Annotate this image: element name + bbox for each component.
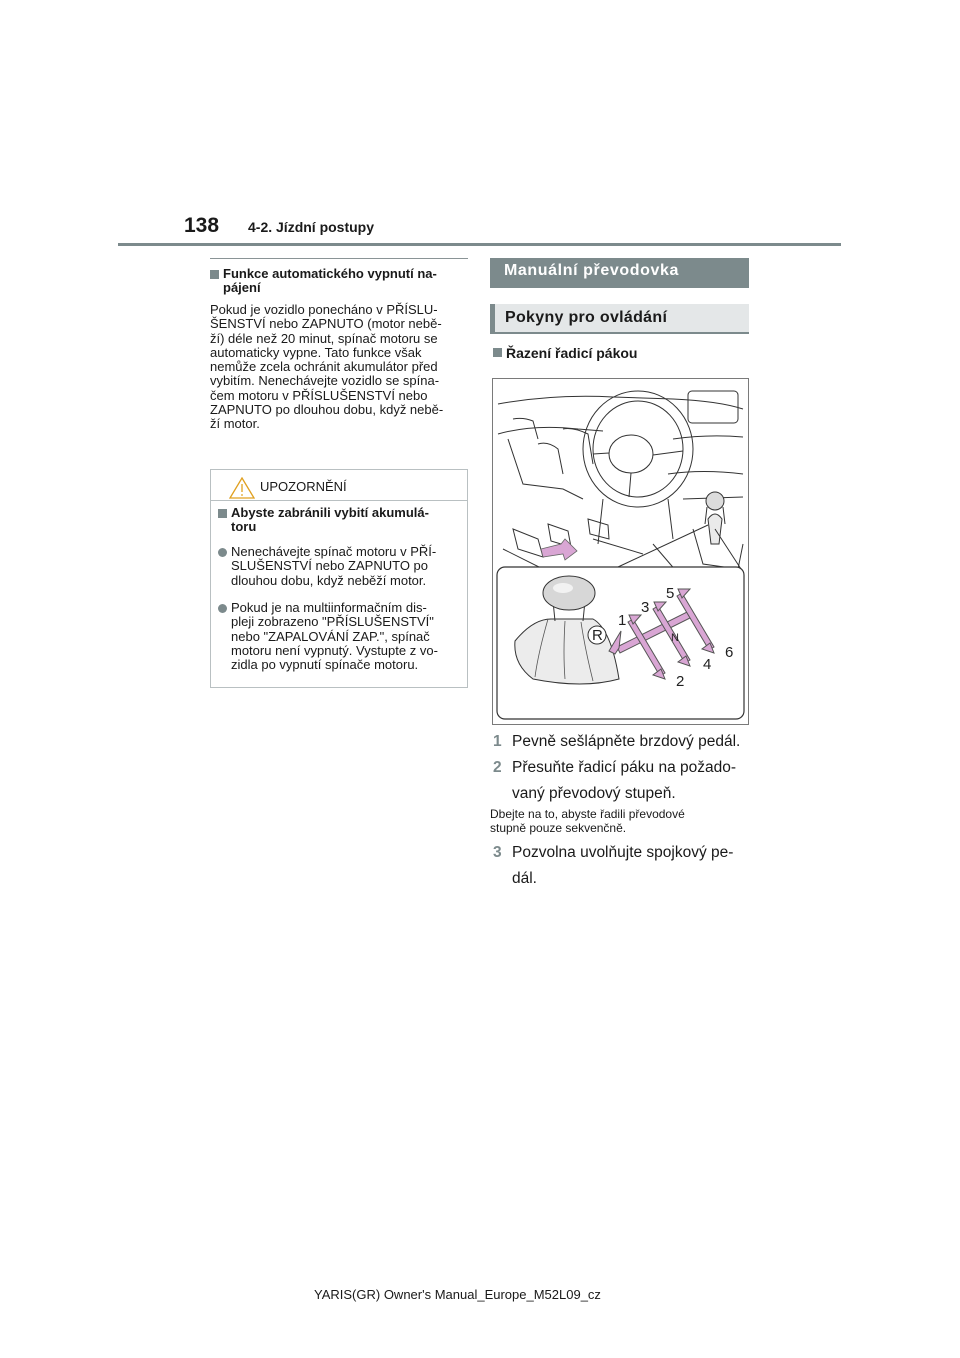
- gear-label: 3: [641, 599, 650, 616]
- warning-heading: [218, 506, 462, 535]
- header-rule: [118, 243, 841, 246]
- step-number: 3: [493, 844, 502, 861]
- note-line: Dbejte na to, abyste řadili převodové: [490, 807, 685, 821]
- warning-item-line: zidla po vypnutí spínače motoru.: [231, 657, 419, 673]
- gear-label: N: [671, 632, 679, 644]
- body-line: nemůže zcela ochránit akumulátor před: [210, 359, 438, 375]
- warning-item-line: pleji zobrazeno "PŘÍSLUŠENSTVÍ": [231, 614, 434, 630]
- warning-box: [210, 469, 468, 688]
- left-top-rule: [210, 258, 468, 259]
- sub-heading: [493, 345, 637, 361]
- warning-heading-line: toru: [231, 519, 257, 535]
- body-line: ŠENSTVÍ nebo ZAPNUTO (motor nebě-: [210, 316, 442, 332]
- warning-item-line: motoru není vypnutý. Vystupte z vo-: [231, 642, 438, 658]
- warning-item-line: SLUŠENSTVÍ nebo ZAPNUTO po: [231, 558, 429, 574]
- body-line: automaticky vypne. Tato funkce však: [210, 344, 422, 360]
- body-line: čem motoru v PŘÍSLUŠENSTVÍ nebo: [210, 387, 428, 403]
- band-accent-bar: [490, 304, 495, 332]
- gear-knob: [543, 576, 595, 610]
- chapter-title: 4-2. Jízdní postupy: [248, 219, 375, 235]
- warning-title: UPOZORNĚNÍ: [260, 479, 347, 494]
- gearshift-drawing: [493, 379, 748, 724]
- step-line: Přesuňte řadicí páku na požado-: [512, 759, 737, 776]
- warning-item-line: Nenechávejte spínač motoru v PŘÍ-: [231, 544, 437, 559]
- round-bullet-icon: [218, 604, 227, 613]
- gear-label: R: [592, 627, 603, 644]
- body-line: vybitím. Nenechávejte vozidlo se spína-: [210, 373, 440, 389]
- square-bullet-icon: [218, 509, 227, 518]
- section-heading: [210, 267, 468, 295]
- body-line: ZAPNUTO po dlouhou dobu, když nebě-: [210, 402, 444, 418]
- gear-label: 5: [666, 585, 675, 602]
- note-line: stupně pouze sekvenčně.: [490, 820, 627, 835]
- note-text: [490, 808, 748, 835]
- section-auto-power-off: [210, 267, 468, 432]
- warning-item-line: nebo "ZAPALOVÁNÍ ZAP.", spínač: [231, 628, 430, 644]
- step-line: vaný převodový stupeň.: [512, 785, 676, 802]
- step-line: Pozvolna uvolňujte spojkový pe-: [512, 844, 734, 861]
- section-heading-line: pájení: [223, 280, 261, 295]
- step-3: [493, 840, 751, 892]
- gear-label: 1: [618, 612, 627, 629]
- body-line: ží motor.: [210, 416, 260, 432]
- gearshift-illustration: [492, 378, 749, 725]
- step-number: 2: [493, 759, 502, 776]
- gear-knob-small: [706, 492, 724, 510]
- step-line: dál.: [512, 870, 537, 887]
- square-bullet-icon: [493, 348, 502, 357]
- warning-item-1: [218, 545, 462, 588]
- steering-wheel: [583, 391, 693, 507]
- step-1: [493, 729, 751, 755]
- gear-label: 4: [703, 656, 712, 673]
- body-line: Pokud je vozidlo ponecháno v PŘÍSLU-: [210, 302, 438, 317]
- warning-header: [211, 470, 467, 501]
- display-screen: [688, 391, 738, 423]
- body-line: ží) déle než 20 minut, spínač motoru se: [210, 330, 438, 346]
- section-band-subtitle: [490, 304, 749, 334]
- warning-item-2: [218, 601, 462, 672]
- warning-item-line: Pokud je na multiinformačním dis-: [231, 600, 427, 615]
- gear-label: 2: [676, 673, 685, 690]
- step-2: [493, 755, 751, 807]
- step-line: Pevně sešlápněte brzdový pedál.: [512, 733, 741, 750]
- round-bullet-icon: [218, 548, 227, 557]
- section-band-title: [490, 258, 749, 288]
- gear-label: 6: [725, 644, 734, 661]
- band-subtitle-text: Pokyny pro ovládání: [505, 309, 668, 326]
- dashboard-line: [498, 396, 743, 409]
- band-title-text: Manuální převodovka: [504, 262, 679, 279]
- page-number: 138: [184, 214, 220, 237]
- warning-item-line: dlouhou dobu, když neběží motor.: [231, 572, 427, 588]
- footer-text: YARIS(GR) Owner's Manual_Europe_M52L09_cz: [314, 1287, 601, 1302]
- square-bullet-icon: [210, 270, 219, 279]
- section-heading-line: Funkce automatického vypnutí na-: [223, 266, 437, 281]
- warning-triangle-icon: [229, 477, 255, 499]
- warning-heading-line: Abyste zabránili vybití akumulá-: [231, 505, 429, 520]
- clutch-pointer-arrow: [541, 539, 577, 560]
- section-body: [210, 303, 468, 432]
- sub-heading-text: Řazení řadicí pákou: [506, 345, 638, 361]
- step-number: 1: [493, 733, 502, 750]
